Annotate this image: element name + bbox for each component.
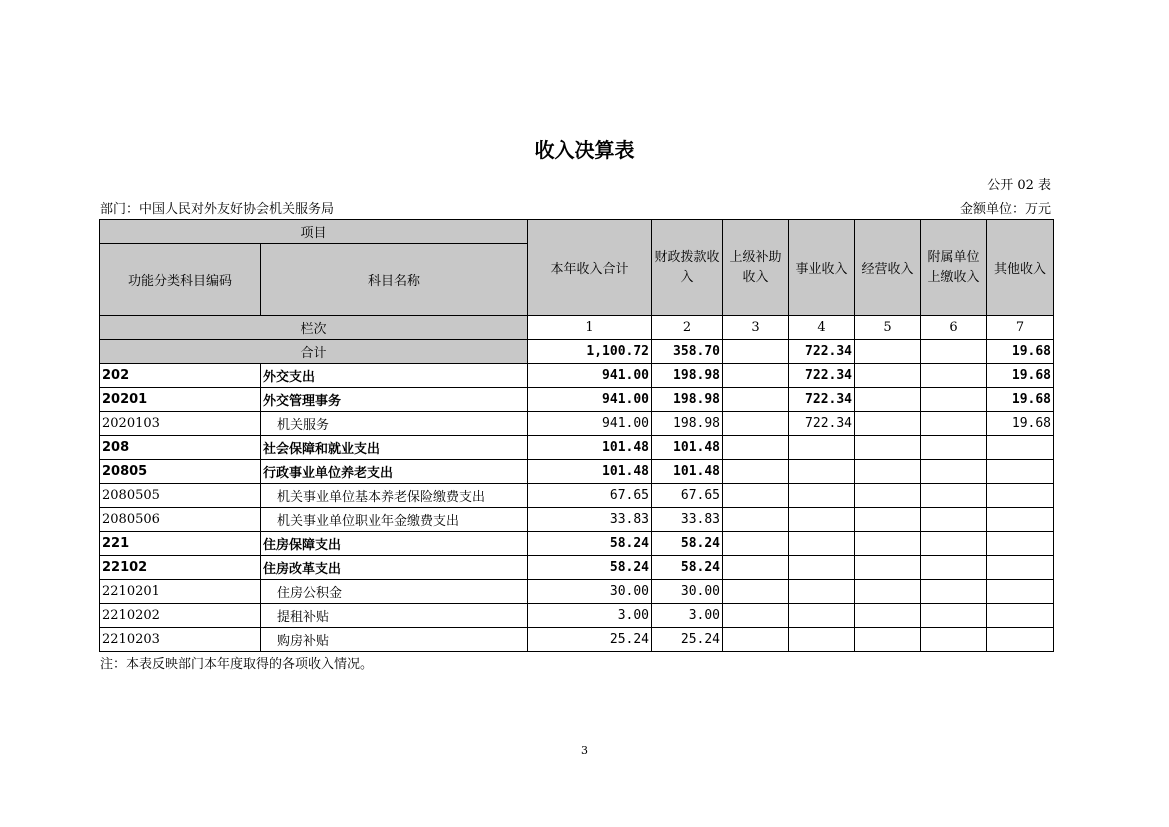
row-value-col-7 [987, 628, 1054, 652]
income-table [99, 219, 1054, 652]
row-value-col-4 [789, 460, 855, 484]
table-row [100, 580, 1054, 604]
row-value-col-3 [723, 628, 789, 652]
row-value-col-2: 101.48 [652, 460, 723, 484]
row-value-col-2: 25.24 [652, 628, 723, 652]
row-value-col-4 [789, 508, 855, 532]
page-title: 收入决算表 [534, 138, 635, 162]
row-value-col-5 [855, 556, 921, 580]
department-label: 部门：中国人民对外友好协会机关服务局 [100, 202, 335, 217]
row-value-col-3 [723, 604, 789, 628]
row-value-col-3 [723, 532, 789, 556]
row-value-col-4 [789, 436, 855, 460]
row-value-col-3 [723, 460, 789, 484]
row-value-col-5 [855, 484, 921, 508]
row-value-col-5 [855, 580, 921, 604]
page-number: 3 [581, 744, 588, 757]
column-label: 栏次 [100, 316, 528, 340]
row-code: 2080506 [100, 508, 261, 532]
row-value-col-7 [987, 532, 1054, 556]
row-code: 208 [100, 436, 261, 460]
row-value-col-1: 30.00 [528, 580, 652, 604]
row-value-col-5 [855, 628, 921, 652]
header-fiscal: 财政拨款收入 [652, 220, 723, 316]
row-name: 住房公积金 [261, 580, 528, 604]
row-code: 2020103 [100, 412, 261, 436]
row-value-col-6 [921, 580, 987, 604]
sum-cell [921, 340, 987, 364]
row-value-col-7 [987, 556, 1054, 580]
row-value-col-6 [921, 388, 987, 412]
sum-cell: 358.70 [652, 340, 723, 364]
row-value-col-1: 101.48 [528, 460, 652, 484]
row-code: 22102 [100, 556, 261, 580]
sum-cell [723, 340, 789, 364]
sum-cell: 722.34 [789, 340, 855, 364]
row-name: 住房改革支出 [261, 556, 528, 580]
row-value-col-5 [855, 436, 921, 460]
row-value-col-4 [789, 532, 855, 556]
sum-cell: 1,100.72 [528, 340, 652, 364]
row-value-col-4: 722.34 [789, 412, 855, 436]
row-value-col-1: 101.48 [528, 436, 652, 460]
table-note: 注：本表反映部门本年度取得的各项收入情况。 [100, 657, 374, 672]
header-affiliated: 附属单位上缴收入 [921, 220, 987, 316]
row-code: 2210203 [100, 628, 261, 652]
row-value-col-2: 101.48 [652, 436, 723, 460]
row-value-col-3 [723, 412, 789, 436]
row-value-col-2: 3.00 [652, 604, 723, 628]
row-value-col-1: 58.24 [528, 556, 652, 580]
row-value-col-4 [789, 484, 855, 508]
table-row [100, 412, 1054, 436]
sum-label: 合计 [100, 340, 528, 364]
header-total: 本年收入合计 [528, 220, 652, 316]
row-value-col-2: 58.24 [652, 532, 723, 556]
row-value-col-4: 722.34 [789, 364, 855, 388]
row-value-col-2: 198.98 [652, 412, 723, 436]
row-value-col-6 [921, 484, 987, 508]
row-name: 外交管理事务 [261, 388, 528, 412]
row-name: 机关事业单位职业年金缴费支出 [261, 508, 528, 532]
row-value-col-7 [987, 580, 1054, 604]
row-value-col-1: 58.24 [528, 532, 652, 556]
sum-cell [855, 340, 921, 364]
row-value-col-4 [789, 556, 855, 580]
sum-cell: 19.68 [987, 340, 1054, 364]
row-code: 2080505 [100, 484, 261, 508]
row-value-col-3 [723, 388, 789, 412]
row-value-col-1: 25.24 [528, 628, 652, 652]
col-num-2: 2 [652, 316, 723, 340]
row-value-col-2: 198.98 [652, 364, 723, 388]
row-value-col-6 [921, 556, 987, 580]
header-code: 功能分类科目编码 [100, 244, 261, 316]
row-value-col-5 [855, 412, 921, 436]
table-row [100, 364, 1054, 388]
row-value-col-1: 941.00 [528, 388, 652, 412]
row-value-col-3 [723, 364, 789, 388]
row-value-col-6 [921, 364, 987, 388]
row-name: 社会保障和就业支出 [261, 436, 528, 460]
row-value-col-4: 722.34 [789, 388, 855, 412]
row-name: 外交支出 [261, 364, 528, 388]
row-value-col-3 [723, 556, 789, 580]
row-value-col-7: 19.68 [987, 364, 1054, 388]
row-value-col-5 [855, 508, 921, 532]
amount-unit-label: 金额单位：万元 [959, 202, 1051, 217]
row-value-col-5 [855, 532, 921, 556]
row-value-col-5 [855, 460, 921, 484]
col-num-1: 1 [528, 316, 652, 340]
row-value-col-4 [789, 580, 855, 604]
header-operating: 经营收入 [855, 220, 921, 316]
row-value-col-2: 67.65 [652, 484, 723, 508]
col-num-4: 4 [789, 316, 855, 340]
table-row [100, 556, 1054, 580]
row-value-col-3 [723, 508, 789, 532]
table-row [100, 604, 1054, 628]
table-row [100, 460, 1054, 484]
row-value-col-6 [921, 508, 987, 532]
col-num-6: 6 [921, 316, 987, 340]
row-code: 20805 [100, 460, 261, 484]
row-name: 住房保障支出 [261, 532, 528, 556]
header-project: 项目 [100, 220, 528, 244]
row-value-col-7: 19.68 [987, 388, 1054, 412]
row-value-col-4 [789, 628, 855, 652]
header-name: 科目名称 [261, 244, 528, 316]
header-business: 事业收入 [789, 220, 855, 316]
col-num-5: 5 [855, 316, 921, 340]
row-value-col-1: 33.83 [528, 508, 652, 532]
row-value-col-7 [987, 508, 1054, 532]
row-code: 2210202 [100, 604, 261, 628]
row-value-col-2: 30.00 [652, 580, 723, 604]
row-value-col-1: 3.00 [528, 604, 652, 628]
row-name: 行政事业单位养老支出 [261, 460, 528, 484]
row-value-col-1: 941.00 [528, 412, 652, 436]
row-value-col-1: 67.65 [528, 484, 652, 508]
table-row [100, 628, 1054, 652]
table-row [100, 436, 1054, 460]
row-value-col-3 [723, 484, 789, 508]
row-value-col-6 [921, 460, 987, 484]
row-code: 2210201 [100, 580, 261, 604]
row-value-col-2: 58.24 [652, 556, 723, 580]
row-value-col-7 [987, 484, 1054, 508]
row-value-col-3 [723, 580, 789, 604]
header-superior: 上级补助收入 [723, 220, 789, 316]
row-value-col-7 [987, 460, 1054, 484]
row-value-col-7 [987, 436, 1054, 460]
row-value-col-6 [921, 412, 987, 436]
table-row [100, 508, 1054, 532]
row-value-col-4 [789, 604, 855, 628]
col-num-3: 3 [723, 316, 789, 340]
row-value-col-6 [921, 628, 987, 652]
row-name: 机关服务 [261, 412, 528, 436]
row-name: 提租补贴 [261, 604, 528, 628]
table-row [100, 532, 1054, 556]
row-value-col-6 [921, 436, 987, 460]
col-num-7: 7 [987, 316, 1054, 340]
row-value-col-2: 33.83 [652, 508, 723, 532]
row-value-col-5 [855, 364, 921, 388]
row-code: 221 [100, 532, 261, 556]
form-number: 公开 02 表 [987, 178, 1051, 193]
row-value-col-5 [855, 388, 921, 412]
row-value-col-2: 198.98 [652, 388, 723, 412]
header-other: 其他收入 [987, 220, 1054, 316]
row-code: 20201 [100, 388, 261, 412]
row-value-col-6 [921, 604, 987, 628]
row-value-col-7: 19.68 [987, 412, 1054, 436]
row-name: 机关事业单位基本养老保险缴费支出 [261, 484, 528, 508]
row-value-col-3 [723, 436, 789, 460]
sum-row [100, 340, 1054, 364]
table-row [100, 388, 1054, 412]
row-code: 202 [100, 364, 261, 388]
row-value-col-7 [987, 604, 1054, 628]
row-name: 购房补贴 [261, 628, 528, 652]
table-row [100, 484, 1054, 508]
row-value-col-5 [855, 604, 921, 628]
row-value-col-6 [921, 532, 987, 556]
row-value-col-1: 941.00 [528, 364, 652, 388]
